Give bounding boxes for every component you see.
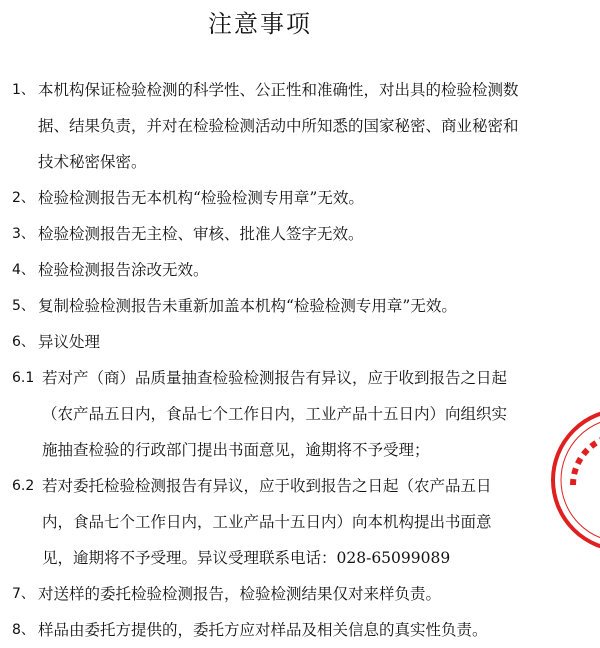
item-number: 2、: [12, 190, 35, 206]
list-item: [12, 612, 522, 648]
notice-list: [12, 72, 522, 648]
item-number: 6.1: [12, 370, 35, 386]
item-text: 复制检验检测报告未重新加盖本机构“检验检测专用章”无效。: [38, 297, 457, 315]
item-number: 6.2: [12, 478, 35, 494]
page-title: 注意事项: [208, 10, 312, 38]
item-number: 7、: [12, 586, 35, 602]
item-text: 对送样的委托检验检测报告，检验检测结果仅对来样负责。: [38, 585, 442, 603]
list-item: [12, 72, 522, 180]
item-number: 6、: [12, 334, 35, 350]
item-number: 5、: [12, 298, 35, 314]
item-text: 本机构保证检验检测的科学性、公正性和准确性，对出具的检验检测数据、结果负责，并对在检验检测活动中所知悉的国家秘密、商业秘密和技术秘密保密。: [38, 81, 519, 171]
red-seal-stamp-icon: [548, 405, 600, 555]
item-text: 检验检测报告涂改无效。: [38, 261, 209, 279]
list-item: [12, 360, 522, 468]
list-item: [12, 324, 522, 360]
list-item: [12, 288, 522, 324]
item-text: 检验检测报告无主检、审核、批准人签字无效。: [38, 225, 364, 243]
list-item: [12, 180, 522, 216]
item-number: 3、: [12, 226, 35, 242]
list-item: [12, 252, 522, 288]
item-number: 4、: [12, 262, 35, 278]
list-item: [12, 576, 522, 612]
item-number: 8、: [12, 622, 35, 638]
item-text: 若对产（商）品质量抽查检验检测报告有异议，应于收到报告之日起（农产品五日内，食品七个工作日内，工业产品十五日内）向组织实施抽查检验的行政部门提出书面意见，逾期将不予受理；: [42, 369, 508, 459]
item-number: 1、: [12, 82, 35, 98]
item-text: 样品由委托方提供的，委托方应对样品及相关信息的真实性负责。: [38, 621, 488, 639]
item-text: 若对委托检验检测报告有异议，应于收到报告之日起（农产品五日内，食品七个工作日内，工业产品十五日内）向本机构提出书面意见，逾期将不予受理。异议受理联系电话：028-65099089: [42, 477, 492, 567]
list-item: [12, 216, 522, 252]
item-text: 异议处理: [38, 333, 101, 351]
list-item: [12, 468, 522, 576]
item-text: 检验检测报告无本机构“检验检测专用章”无效。: [38, 189, 364, 207]
